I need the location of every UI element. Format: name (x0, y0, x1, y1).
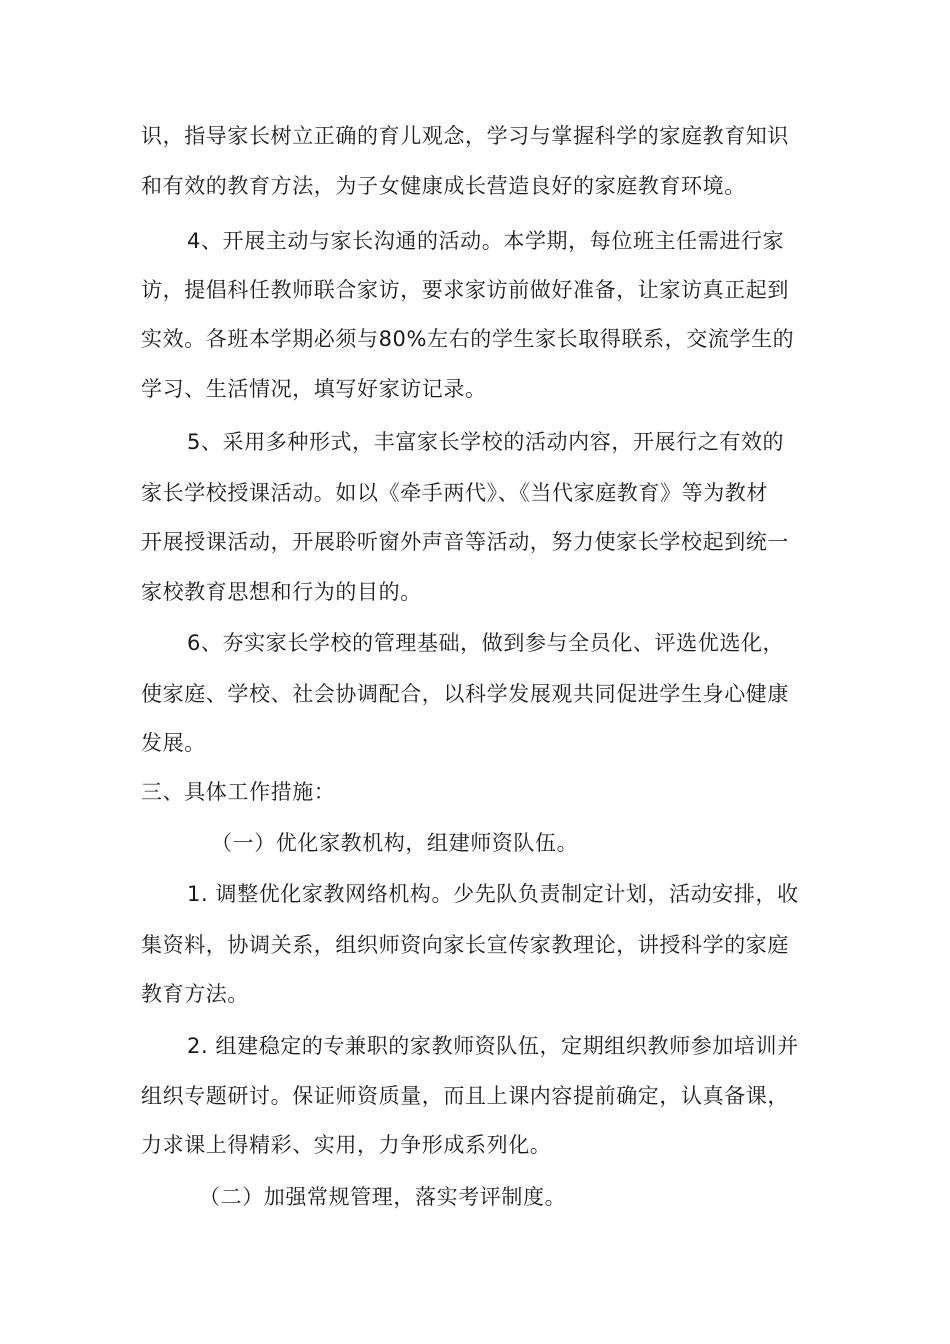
text-line: 开展授课活动，开展聆听窗外声音等活动，努力使家长学校起到统一 (141, 530, 789, 554)
text-line: 学习、生活情况，填写好家访记录。 (141, 377, 487, 401)
text-line: 使家庭、学校、社会协调配合，以科学发展观共同促进学生身心健康 (141, 682, 789, 706)
text-line: 家校教育思想和行为的目的。 (141, 580, 422, 604)
section-heading-3: 三、具体工作措施： (141, 780, 336, 804)
text-line: 集资料，协调关系，组织师资向家长宣传家教理论，讲授科学的家庭 (141, 933, 789, 957)
paragraph-5-start: 5、采用多种形式，丰富家长学校的活动内容，开展行之有效的 (187, 430, 785, 454)
paragraph-6-start: 6、夯实家长学校的管理基础，做到参与全员化、评选优选化， (187, 631, 785, 655)
subsection-heading-2: （二）加强常规管理，落实考评制度。 (199, 1185, 567, 1209)
text-line: 家长学校授课活动。如以《牵手两代》、《当代家庭教育》等为教材 (141, 481, 768, 505)
text-line: 力求课上得精彩、实用，力争形成系列化。 (141, 1133, 552, 1157)
item-1-start: 1. 调整优化家教网络机构。少先队负责制定计划，活动安排，收 (187, 882, 799, 906)
text-line: 识，指导家长树立正确的育儿观念，学习与掌握科学的家庭教育知识 (141, 124, 789, 148)
text-line: 和有效的教育方法，为子女健康成长营造良好的家庭教育环境。 (141, 174, 746, 198)
subsection-heading-1: （一）优化家教机构，组建师资队伍。 (211, 831, 579, 855)
text-line: 发展。 (141, 731, 206, 755)
paragraph-4-start: 4、开展主动与家长沟通的活动。本学期，每位班主任需进行家 (187, 229, 785, 253)
text-line: 教育方法。 (141, 982, 249, 1006)
text-line: 访，提倡科任教师联合家访，要求家访前做好准备，让家访真正起到 (141, 278, 789, 302)
text-line: 组织专题研讨。保证师资质量，而且上课内容提前确定，认真备课， (141, 1084, 789, 1108)
text-line: 实效。各班本学期必须与80%左右的学生家长取得联系，交流学生的 (141, 327, 795, 351)
item-2-start: 2. 组建稳定的专兼职的家教师资队伍，定期组织教师参加培训并 (187, 1034, 799, 1058)
